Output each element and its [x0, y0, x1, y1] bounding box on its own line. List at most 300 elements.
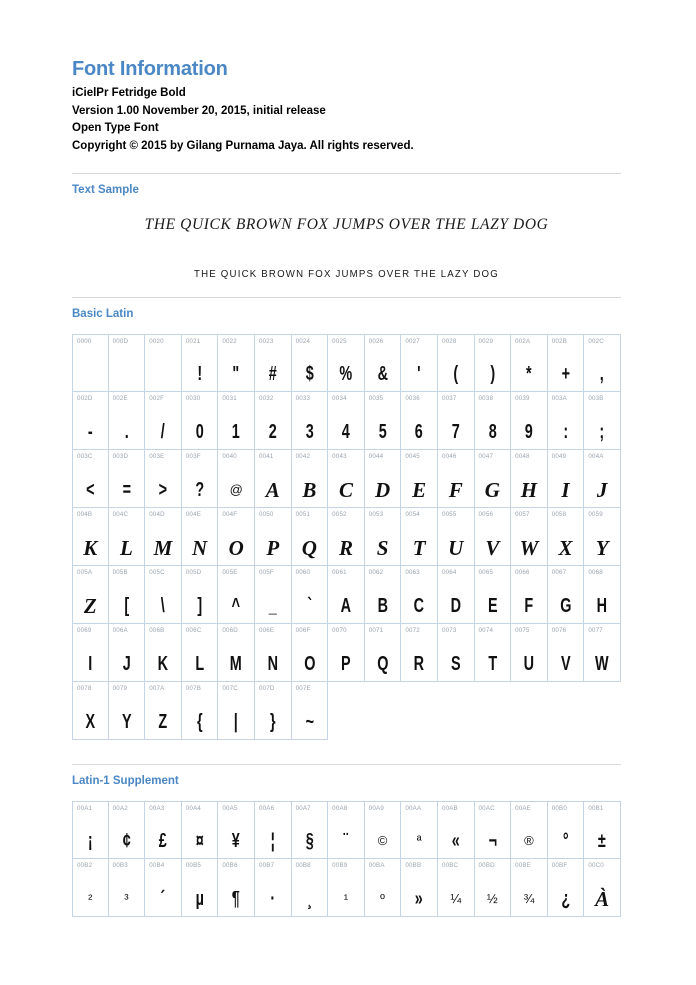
glyph-character: ¡ — [87, 830, 93, 852]
glyph-cell-002D[interactable] — [72, 392, 109, 450]
glyph-cell-005E[interactable] — [218, 566, 255, 624]
glyph-cell-0053[interactable] — [365, 508, 402, 566]
glyph-cell-00AB[interactable] — [438, 801, 475, 859]
glyph-cell-0058[interactable] — [548, 508, 585, 566]
glyph-code-label: 0031 — [222, 395, 237, 402]
glyph-character: C — [413, 595, 425, 617]
text-sample-small: THE QUICK BROWN FOX JUMPS OVER THE LAZY DOG — [194, 268, 499, 280]
glyph-code-label: 0020 — [149, 338, 164, 345]
glyph-code-label: 004C — [112, 511, 129, 518]
glyph-code-label: 003C — [77, 453, 93, 460]
glyph-code-label: 0064 — [441, 569, 457, 576]
glyph-character: M — [230, 653, 243, 675]
glyph-row — [72, 334, 621, 392]
glyph-character: N — [267, 653, 278, 675]
glyph-cell-003D[interactable] — [109, 450, 146, 508]
glyph-cell-006B[interactable] — [145, 624, 182, 682]
glyph-character: & — [377, 363, 388, 385]
glyph-cell-0039[interactable] — [511, 392, 548, 450]
glyph-code-label: 002C — [588, 338, 604, 345]
glyph-cell-0041[interactable] — [255, 450, 292, 508]
glyph-cell-007D[interactable] — [255, 682, 292, 740]
glyph-code-label: 00B4 — [149, 862, 165, 869]
glyph-character: ¤ — [195, 830, 204, 852]
glyph-cell-0043[interactable] — [328, 450, 365, 508]
glyph-code-label: 00BF — [551, 862, 568, 869]
glyph-cell-00B1[interactable] — [584, 801, 621, 859]
glyph-character: F — [448, 478, 463, 502]
glyph-cell-0033[interactable] — [292, 392, 329, 450]
glyph-character: - — [87, 421, 93, 443]
glyph-code-label: 005A — [77, 569, 93, 576]
glyph-character: , — [600, 363, 605, 385]
glyph-cell-0069[interactable] — [72, 624, 109, 682]
glyph-code-label: 0062 — [368, 569, 384, 576]
glyph-code-label: 005F — [258, 569, 274, 576]
glyph-code-label: 003F — [185, 453, 201, 460]
glyph-code-label: 00A1 — [77, 805, 93, 812]
glyph-cell-005F[interactable] — [255, 566, 292, 624]
glyph-character: L — [195, 653, 204, 675]
glyph-character: F — [524, 595, 534, 617]
glyph-cell-0049[interactable] — [548, 450, 585, 508]
glyph-code-label: 00A6 — [258, 805, 275, 812]
glyph-code-label: 0072 — [405, 627, 420, 634]
glyph-cell-00A2[interactable] — [109, 801, 146, 859]
glyph-cell-00A9[interactable] — [365, 801, 402, 859]
glyph-code-label: 0067 — [551, 569, 567, 576]
glyph-cell-0060[interactable] — [292, 566, 329, 624]
glyph-code-label: 006C — [185, 627, 202, 634]
glyph-character: · — [270, 888, 276, 910]
glyph-cell-005B[interactable] — [109, 566, 146, 624]
glyph-cell-005C[interactable] — [145, 566, 182, 624]
glyph-code-label: 0051 — [295, 511, 311, 518]
glyph-character: D — [374, 478, 391, 502]
glyph-code-label: 0076 — [551, 627, 567, 634]
font-version: Version 1.00 November 20, 2015, initial release — [72, 104, 326, 117]
glyph-cell-005D[interactable] — [182, 566, 219, 624]
glyph-code-label: 0040 — [222, 453, 237, 460]
glyph-code-label: 0054 — [405, 511, 420, 518]
glyph-code-label: 00AA — [405, 805, 422, 812]
glyph-cell-0078[interactable] — [72, 682, 109, 740]
glyph-cell-00B6[interactable] — [218, 859, 255, 917]
glyph-code-label: 0000 — [77, 338, 92, 345]
glyph-cell-0072[interactable] — [401, 624, 438, 682]
glyph-code-label: 007D — [258, 685, 275, 692]
glyph-code-label: 002E — [112, 395, 128, 402]
glyph-cell-0042[interactable] — [292, 450, 329, 508]
glyph-cell-00AA[interactable] — [401, 801, 438, 859]
glyph-cell-00BE[interactable] — [511, 859, 548, 917]
glyph-cell-00A3[interactable] — [145, 801, 182, 859]
glyph-code-label: 0070 — [332, 627, 347, 634]
glyph-character: E — [412, 478, 427, 502]
glyph-character: < — [86, 479, 95, 501]
glyph-code-label: 0075 — [515, 627, 530, 634]
glyph-code-label: 007C — [222, 685, 238, 692]
glyph-cell-0064[interactable] — [438, 566, 475, 624]
glyph-code-label: 006B — [149, 627, 165, 634]
glyph-cell-006A[interactable] — [109, 624, 146, 682]
glyph-code-label: 00A8 — [332, 805, 348, 812]
glyph-cell-00A1[interactable] — [72, 801, 109, 859]
glyph-character: E — [487, 595, 498, 617]
glyph-character: S — [376, 536, 389, 560]
glyph-code-label: 0026 — [368, 338, 384, 345]
glyph-character: À — [595, 887, 610, 911]
glyph-cell-0076[interactable] — [548, 624, 585, 682]
glyph-cell-00BC[interactable] — [438, 859, 475, 917]
glyph-code-label: 00AB — [441, 805, 458, 812]
glyph-cell-00B7[interactable] — [255, 859, 292, 917]
glyph-character: G — [559, 595, 572, 617]
glyph-code-label: 0046 — [441, 453, 457, 460]
glyph-character: B — [302, 478, 317, 502]
glyph-character: { — [196, 711, 203, 733]
glyph-cell-0026[interactable] — [365, 334, 402, 392]
glyph-cell-0052[interactable] — [328, 508, 365, 566]
glyph-character: Z — [158, 711, 168, 733]
glyph-cell-007A[interactable] — [145, 682, 182, 740]
glyph-row — [72, 624, 621, 682]
glyph-character: O — [228, 536, 244, 560]
glyph-character: 6 — [415, 421, 424, 443]
glyph-character: > — [158, 479, 168, 501]
glyph-code-label: 007B — [185, 685, 202, 692]
glyph-cell-0021[interactable] — [182, 334, 219, 392]
glyph-character: R — [413, 653, 425, 675]
section-heading-latin1-supplement: Latin-1 Supplement — [72, 775, 179, 787]
glyph-cell-0022[interactable] — [218, 334, 255, 392]
glyph-character: ¦ — [270, 830, 275, 852]
glyph-character: K — [157, 653, 169, 675]
glyph-code-label: 003A — [551, 395, 567, 402]
glyph-character: 2 — [268, 421, 277, 443]
glyph-character: A — [265, 478, 280, 502]
glyph-character: 5 — [378, 421, 387, 443]
glyph-cell-0071[interactable] — [365, 624, 402, 682]
glyph-cell-0031[interactable] — [218, 392, 255, 450]
glyph-code-label: 006D — [222, 627, 238, 634]
glyph-cell-004C[interactable] — [109, 508, 146, 566]
glyph-character: ³ — [124, 891, 129, 906]
glyph-cell-002C[interactable] — [584, 334, 621, 392]
glyph-code-label: 00A9 — [368, 805, 385, 812]
glyph-code-label: 004E — [185, 511, 202, 518]
glyph-character: Q — [301, 536, 317, 560]
glyph-cell-000D[interactable] — [109, 334, 146, 392]
glyph-character: N — [191, 536, 208, 560]
glyph-cell-0057[interactable] — [511, 508, 548, 566]
glyph-character: X — [558, 536, 573, 560]
glyph-cell-006C[interactable] — [182, 624, 219, 682]
glyph-cell-0063[interactable] — [401, 566, 438, 624]
glyph-code-label: 004B — [77, 511, 93, 518]
glyph-code-label: 0024 — [295, 338, 311, 345]
glyph-code-label: 0074 — [478, 627, 494, 634]
font-copyright: Copyright © 2015 by Gilang Purnama Jaya. All rights reserved. — [72, 139, 414, 152]
glyph-character: A — [340, 595, 352, 617]
glyph-character: + — [561, 363, 570, 385]
glyph-cell-00BB[interactable] — [401, 859, 438, 917]
glyph-cell-0055[interactable] — [438, 508, 475, 566]
glyph-cell-0036[interactable] — [401, 392, 438, 450]
glyph-code-label: 0027 — [405, 338, 420, 345]
glyph-cell-0044[interactable] — [365, 450, 402, 508]
glyph-code-label: 007A — [149, 685, 165, 692]
glyph-cell-0047[interactable] — [475, 450, 512, 508]
glyph-code-label: 0061 — [332, 569, 347, 576]
glyph-code-label: 0044 — [368, 453, 384, 460]
glyph-code-label: 0079 — [112, 685, 128, 692]
glyph-cell-00B2[interactable] — [72, 859, 109, 917]
glyph-cell-00BA[interactable] — [365, 859, 402, 917]
glyph-cell-003E[interactable] — [145, 450, 182, 508]
glyph-cell-002B[interactable] — [548, 334, 585, 392]
glyph-cell-0066[interactable] — [511, 566, 548, 624]
glyph-character: P — [266, 536, 280, 560]
glyph-character: O — [303, 653, 315, 675]
glyph-cell-002E[interactable] — [109, 392, 146, 450]
glyph-cell-0056[interactable] — [475, 508, 512, 566]
glyph-character: ´ — [160, 888, 166, 910]
glyph-character: S — [450, 653, 461, 675]
glyph-row — [72, 801, 621, 859]
glyph-cell-004F[interactable] — [218, 508, 255, 566]
glyph-character: B — [377, 595, 388, 617]
glyph-cell-006D[interactable] — [218, 624, 255, 682]
glyph-character: " — [232, 363, 240, 385]
glyph-code-label: 004F — [222, 511, 238, 518]
glyph-code-label: 0050 — [258, 511, 274, 518]
glyph-character: ° — [562, 830, 569, 852]
glyph-cell-00AC[interactable] — [475, 801, 512, 859]
glyph-cell-0048[interactable] — [511, 450, 548, 508]
glyph-code-label: 0052 — [332, 511, 347, 518]
glyph-cell-0028[interactable] — [438, 334, 475, 392]
glyph-cell-002A[interactable] — [511, 334, 548, 392]
glyph-cell-0046[interactable] — [438, 450, 475, 508]
glyph-character: ¼ — [450, 891, 462, 906]
glyph-cell-006E[interactable] — [255, 624, 292, 682]
glyph-code-label: 0041 — [258, 453, 274, 460]
glyph-cell-004E[interactable] — [182, 508, 219, 566]
glyph-character: P — [341, 653, 351, 675]
glyph-cell-0050[interactable] — [255, 508, 292, 566]
glyph-cell-0067[interactable] — [548, 566, 585, 624]
glyph-code-label: 003E — [149, 453, 165, 460]
glyph-cell-0074[interactable] — [475, 624, 512, 682]
glyph-character: I — [561, 478, 570, 502]
glyph-cell-0032[interactable] — [255, 392, 292, 450]
glyph-cell-00B9[interactable] — [328, 859, 365, 917]
glyph-code-label: 002A — [515, 338, 531, 345]
glyph-code-label: 000D — [112, 338, 129, 345]
glyph-code-label: 0056 — [478, 511, 494, 518]
glyph-code-label: 0042 — [295, 453, 311, 460]
glyph-character: ± — [598, 830, 607, 852]
glyph-cell-0029[interactable] — [475, 334, 512, 392]
glyph-character: K — [83, 536, 98, 560]
glyph-code-label: 0035 — [368, 395, 384, 402]
glyph-code-label: 006E — [258, 627, 275, 634]
glyph-code-label: 0029 — [478, 338, 494, 345]
glyph-character: % — [339, 363, 353, 385]
glyph-code-label: 004D — [149, 511, 165, 518]
glyph-code-label: 0033 — [295, 395, 311, 402]
glyph-code-label: 0058 — [551, 511, 567, 518]
glyph-cell-007E[interactable] — [292, 682, 329, 740]
section-heading-basic-latin: Basic Latin — [72, 308, 134, 320]
glyph-code-label: 0071 — [368, 627, 384, 634]
glyph-code-label: 005E — [222, 569, 238, 576]
glyph-cell-002F[interactable] — [145, 392, 182, 450]
glyph-cell-0065[interactable] — [475, 566, 512, 624]
glyph-row — [72, 450, 621, 508]
glyph-cell-00B8[interactable] — [292, 859, 329, 917]
glyph-code-label: 005B — [112, 569, 128, 576]
glyph-cell-005A[interactable] — [72, 566, 109, 624]
glyph-cell-0059[interactable] — [584, 508, 621, 566]
glyph-cell-007B[interactable] — [182, 682, 219, 740]
glyph-cell-00B3[interactable] — [109, 859, 146, 917]
glyph-cell-0079[interactable] — [109, 682, 146, 740]
glyph-character: Y — [121, 711, 132, 733]
glyph-cell-00B4[interactable] — [145, 859, 182, 917]
glyph-code-label: 0039 — [515, 395, 530, 402]
glyph-cell-004A[interactable] — [584, 450, 621, 508]
glyph-code-label: 0065 — [478, 569, 494, 576]
glyph-character: J — [596, 478, 608, 502]
glyph-character: ] — [197, 595, 202, 617]
glyph-code-label: 0023 — [258, 338, 274, 345]
glyph-code-label: 0053 — [368, 511, 384, 518]
glyph-code-label: 0077 — [588, 627, 603, 634]
glyph-cell-0070[interactable] — [328, 624, 365, 682]
glyph-cell-00B5[interactable] — [182, 859, 219, 917]
glyph-cell-004B[interactable] — [72, 508, 109, 566]
glyph-character: © — [377, 833, 388, 848]
glyph-table-basic-latin — [72, 322, 621, 740]
glyph-code-label: 0043 — [332, 453, 347, 460]
glyph-character: « — [451, 830, 460, 852]
glyph-cell-003C[interactable] — [72, 450, 109, 508]
glyph-cell-0040[interactable] — [218, 450, 255, 508]
glyph-cell-003B[interactable] — [584, 392, 621, 450]
glyph-character: ¨ — [343, 830, 349, 852]
glyph-code-label: 0032 — [258, 395, 274, 402]
glyph-cell-0068[interactable] — [584, 566, 621, 624]
glyph-cell-0034[interactable] — [328, 392, 365, 450]
glyph-cell-0037[interactable] — [438, 392, 475, 450]
text-sample-block — [72, 198, 621, 297]
glyph-code-label: 0063 — [405, 569, 420, 576]
glyph-cell-00A5[interactable] — [218, 801, 255, 859]
glyph-cell-0038[interactable] — [475, 392, 512, 450]
glyph-cell-0024[interactable] — [292, 334, 329, 392]
glyph-cell-0045[interactable] — [401, 450, 438, 508]
glyph-code-label: 00A4 — [185, 805, 202, 812]
glyph-cell-0062[interactable] — [365, 566, 402, 624]
glyph-cell-0077[interactable] — [584, 624, 621, 682]
glyph-cell-00A6[interactable] — [255, 801, 292, 859]
glyph-code-label: 00B1 — [588, 805, 604, 812]
glyph-cell-00BF[interactable] — [548, 859, 585, 917]
glyph-cell-0027[interactable] — [401, 334, 438, 392]
glyph-code-label: 0028 — [441, 338, 457, 345]
glyph-code-label: 00BC — [441, 862, 459, 869]
glyph-cell-00A4[interactable] — [182, 801, 219, 859]
glyph-cell-004D[interactable] — [145, 508, 182, 566]
glyph-code-label: 00BB — [405, 862, 422, 869]
glyph-cell-0000[interactable] — [72, 334, 109, 392]
glyph-cell-0023[interactable] — [255, 334, 292, 392]
glyph-code-label: 002F — [149, 395, 165, 402]
glyph-code-label: 0038 — [478, 395, 494, 402]
glyph-code-label: 0036 — [405, 395, 420, 402]
font-format: Open Type Font — [72, 122, 159, 134]
glyph-cell-003F[interactable] — [182, 450, 219, 508]
glyph-code-label: 006F — [295, 627, 311, 634]
glyph-code-label: 0078 — [77, 685, 92, 692]
glyph-character: R — [338, 536, 353, 560]
glyph-character: Y — [595, 536, 609, 560]
glyph-character: \ — [160, 595, 165, 617]
glyph-cell-0075[interactable] — [511, 624, 548, 682]
glyph-cell-00B0[interactable] — [548, 801, 585, 859]
glyph-code-label: 00B0 — [551, 805, 567, 812]
glyph-character: ¶ — [232, 888, 241, 910]
glyph-cell-0054[interactable] — [401, 508, 438, 566]
glyph-character: ½ — [486, 891, 498, 906]
glyph-character: 1 — [232, 421, 241, 443]
glyph-code-label: 002B — [551, 338, 567, 345]
glyph-cell-00AE[interactable] — [511, 801, 548, 859]
glyph-cell-0025[interactable] — [328, 334, 365, 392]
glyph-cell-00BD[interactable] — [475, 859, 512, 917]
glyph-code-label: 0059 — [588, 511, 603, 518]
glyph-cell-007C[interactable] — [218, 682, 255, 740]
glyph-character: G — [484, 478, 500, 502]
glyph-cell-00C0[interactable] — [584, 859, 621, 917]
glyph-cell-00A8[interactable] — [328, 801, 365, 859]
glyph-character: # — [268, 363, 277, 385]
glyph-character: ª — [416, 833, 422, 848]
glyph-code-label: 0025 — [332, 338, 347, 345]
glyph-code-label: 0047 — [478, 453, 494, 460]
glyph-cell-0051[interactable] — [292, 508, 329, 566]
glyph-character: J — [122, 653, 131, 675]
glyph-code-label: 00BD — [478, 862, 495, 869]
glyph-cell-0061[interactable] — [328, 566, 365, 624]
glyph-cell-003A[interactable] — [548, 392, 585, 450]
glyph-cell-006F[interactable] — [292, 624, 329, 682]
glyph-character: W — [595, 653, 609, 675]
glyph-cell-0073[interactable] — [438, 624, 475, 682]
glyph-cell-00A7[interactable] — [292, 801, 329, 859]
page-title: Font Information — [72, 58, 228, 80]
glyph-code-label: 00B3 — [112, 862, 128, 869]
glyph-cell-0030[interactable] — [182, 392, 219, 450]
glyph-character: @ — [229, 482, 243, 497]
glyph-cell-0020[interactable] — [145, 334, 182, 392]
glyph-cell-0035[interactable] — [365, 392, 402, 450]
glyph-character: ) — [489, 363, 495, 385]
section-heading-text-sample: Text Sample — [72, 184, 139, 196]
glyph-character: ² — [88, 891, 93, 906]
